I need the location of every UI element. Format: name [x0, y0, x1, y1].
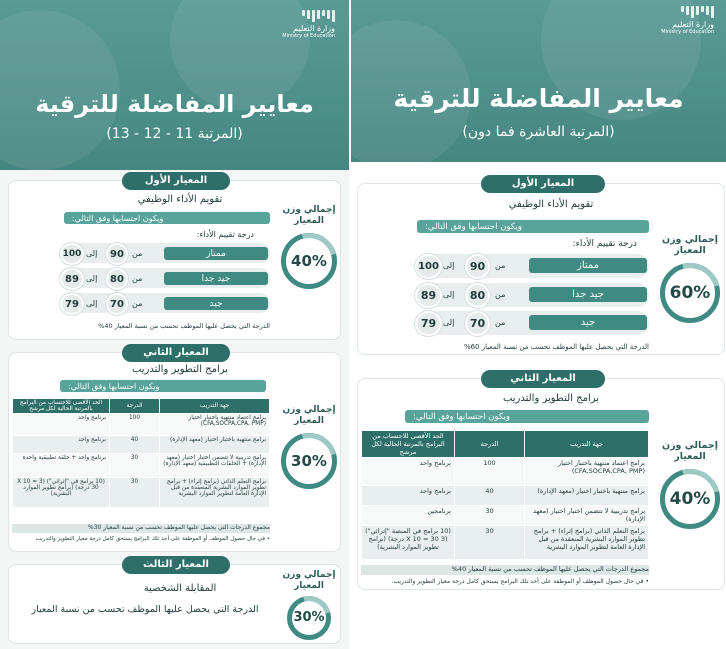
criterion-2-weight [278, 405, 340, 489]
criterion-2-note: مجموع الدرجات التي يحصل عليها الموظف تحسب من نسبة المعيار 40% [451, 565, 649, 573]
from-word: من [495, 290, 506, 299]
criterion-3-weight [278, 570, 340, 640]
page-title: معايير المفاضلة للترقية [393, 84, 684, 113]
criterion-1-weight [657, 234, 723, 323]
grade-from: 80 [465, 283, 490, 308]
cell-source: برامج تدريبية لا تتضمن اختبار اختيار (معهد الإدارة) [525, 506, 649, 526]
cell-max: (10 برامج في "إثرائي") (3 X 10 = 30 درجة) (برامج تطوير الموارد البشرية) [13, 478, 110, 508]
cell-source: برامج منتهية باختبار اختيار (معهد الإدارة) [160, 436, 270, 454]
grade-to: 100 [415, 254, 442, 279]
cell-source: برامج اعتماد منتهية باختبار اختيار (CFA,SOCPA,CPA, PMP) [525, 458, 649, 486]
ministry-logo [661, 6, 714, 35]
cell-max: برنامج واحد [362, 458, 455, 486]
weight-ring [281, 233, 337, 289]
to-word: إلى [86, 274, 98, 283]
criterion-2-tab: المعيار الثاني [481, 370, 605, 388]
criterion-2-footnote: • في حال حصول الموظف أو الموظفة على أحد تلك البرامج يستحق كامل درجة معيار التطوير والتدريب [35, 536, 270, 542]
criterion-2-note: مجموع الدرجات التي يحصل عليها الموظف تحسب من نسبة المعيار 30% [87, 524, 270, 531]
weight-label: إجمالي وزن المعيار [282, 205, 336, 226]
table-header-row [13, 399, 270, 414]
col-header-max: الحد الأقصى للاحتساب من البرامج بالمرتبة الحالية لكل مرشح [362, 431, 455, 458]
weight-percent: 40% [291, 251, 327, 270]
cell-source: برامج اعتماد منتهية باختبار اختيار (CFA,SOCPA,CPA, PMP) [160, 414, 270, 436]
criterion-1-tab: المعيار الأول [481, 175, 605, 193]
table-row [362, 458, 649, 486]
to-word: إلى [443, 318, 455, 327]
page-subtitle: (المرتبة 11 - 12 - 13) [106, 126, 243, 142]
criterion-1-weight [278, 205, 340, 289]
cell-score: 100 [455, 458, 525, 486]
cell-max: برنامج واحد [13, 414, 110, 436]
cell-score: 100 [110, 414, 160, 436]
criterion-2-name: برامج التطوير والتدريب [131, 364, 229, 375]
grade-to: 89 [60, 268, 84, 290]
weight-label: إجمالي وزن المعيار [661, 440, 718, 463]
criterion-2-name: برامج التطوير والتدريب [502, 393, 600, 404]
grade-to: 100 [60, 243, 84, 265]
to-word: إلى [443, 261, 455, 270]
ministry-name-ar: وزارة التعليم [293, 24, 335, 33]
table-row [362, 486, 649, 506]
to-word: إلى [443, 290, 455, 299]
weight-percent: 60% [669, 282, 711, 303]
training-table [12, 398, 270, 508]
weight-label: إجمالي وزن المعيار [282, 405, 336, 426]
criterion-1-note: الدرجة التي يحصل عليها الموظف تحسب من نسبة المعيار 60% [463, 343, 649, 351]
cell-score: 40 [455, 486, 525, 506]
cell-source: برامج التعلم الذاتي (برامج إثراء) + برامج تطوير الموارد البشرية المنعقدة من قبل الإدارة العامة لتطوير الموارد البشرية [160, 478, 270, 508]
col-header-source: جهة التدريب [525, 431, 649, 458]
right-panel [349, 0, 726, 649]
table-row [13, 436, 270, 454]
grade-label-very-good: جيد جدا [529, 287, 647, 302]
from-word: من [132, 274, 143, 283]
criterion-2-footnote: • في حال حصول الموظف أو الموظفة على أحد تلك البرامج يستحق كامل درجة معيار التطوير والتدريب. [391, 578, 649, 585]
grade-label-excellent: ممتاز [164, 247, 268, 260]
page-title: معايير المفاضلة للترقية [35, 90, 314, 118]
col-header-score: الدرجة [455, 431, 525, 458]
criterion-2-calc: ويكون احتسابها وفق التالي: [60, 380, 266, 392]
to-word: إلى [86, 249, 98, 258]
cell-score: 30 [455, 506, 525, 526]
criterion-3-name: المقابلة الشخصية [143, 583, 217, 594]
grade-label-very-good: جيد جدا [164, 272, 268, 285]
weight-percent: 30% [293, 610, 325, 626]
criterion-1-tab: المعيار الأول [122, 172, 230, 190]
header-banner [351, 0, 726, 162]
cell-score: 30 [455, 526, 525, 560]
cell-score: 30 [110, 454, 160, 478]
ministry-logo [282, 10, 335, 39]
weight-ring [660, 263, 720, 323]
weight-label: إجمالي وزن المعيار [282, 570, 336, 591]
cell-max: برنامج واحد + حلقة تطبيقية واحدة [13, 454, 110, 478]
cell-score: 30 [110, 478, 160, 508]
grade-label: درجة تقييم الأداء: [572, 239, 637, 249]
weight-ring [660, 469, 720, 529]
criterion-3-text: الدرجة التي يحصل عليها الموظف تحسب من نسبة المعيار [31, 604, 259, 615]
table-row [362, 526, 649, 560]
page-subtitle: (المرتبة العاشرة فما دون) [462, 124, 615, 140]
criterion-3-tab: المعيار الثالث [122, 556, 230, 574]
cell-max: (10 برامج في المنصة "إثرائي") (3 X 10 = 30 درجة) (برامج تطوير الموارد البشرية) [362, 526, 455, 560]
table-row [13, 454, 270, 478]
from-word: من [132, 299, 143, 308]
grade-label: درجة تقييم الأداء: [196, 230, 254, 239]
criterion-1-note: الدرجة التي يحصل عليها الموظف تحسب من نسبة المعيار 40% [98, 322, 270, 330]
criterion-1-name: تقويم الأداء الوظيفي [508, 199, 594, 210]
cell-source: برامج تدريبية لا تتضمن اختبار اختيار (معهد الإدارة) + الحلقات التطبيقية (معهد الإدارة) [160, 454, 270, 478]
weight-percent: 40% [669, 488, 711, 509]
criterion-2-calc: ويكون احتسابها وفق التالي: [405, 410, 649, 423]
criterion-1-calc: ويكون احتسابها وفق التالي: [64, 212, 270, 224]
weight-label: إجمالي وزن المعيار [661, 234, 718, 257]
ministry-name-en: Ministry of Education [282, 33, 335, 39]
criterion-1-calc: ويكون احتسابها وفق التالي: [417, 220, 649, 233]
table-row [13, 478, 270, 508]
to-word: إلى [86, 299, 98, 308]
cell-source: برامج منتهية باختبار اختيار (معهد الإدارة) [525, 486, 649, 506]
grade-label-excellent: ممتاز [529, 258, 647, 273]
from-word: من [495, 318, 506, 327]
cell-max: برنامج واحد [362, 486, 455, 506]
weight-ring [281, 433, 337, 489]
cell-score: 40 [110, 436, 160, 454]
criterion-1-name: تقويم الأداء الوظيفي [137, 194, 223, 205]
grade-label-good: جيد [529, 315, 647, 330]
header-banner [0, 0, 349, 170]
criterion-2-weight [657, 440, 723, 529]
table-header-row [362, 431, 649, 458]
weight-percent: 30% [291, 451, 327, 470]
col-header-source: جهة التدريب [160, 399, 270, 414]
col-header-score: الدرجة [110, 399, 160, 414]
criterion-2-tab: المعيار الثاني [122, 344, 230, 362]
cell-max: برنامجين [362, 506, 455, 526]
table-row [362, 506, 649, 526]
from-word: من [495, 261, 506, 270]
grade-from: 90 [106, 243, 128, 265]
grade-label-good: جيد [164, 297, 268, 310]
col-header-max: الحد الأقصى للاحتساب من البرامج بالمرتبة الحالية لكل مرشح [13, 399, 110, 414]
grade-to: 89 [415, 283, 442, 308]
left-panel [0, 0, 349, 649]
grade-to: 79 [60, 293, 84, 315]
grade-from: 70 [465, 311, 490, 336]
from-word: من [132, 249, 143, 258]
cell-max: برنامج واحد [13, 436, 110, 454]
ministry-name-ar: وزارة التعليم [672, 20, 714, 29]
grade-to: 79 [415, 311, 442, 336]
ministry-name-en: Ministry of Education [661, 29, 714, 35]
cell-source: برامج التعلم الذاتي (برامج إثراء) + برامج تطوير الموارد البشرية المنعقدة من قبل الإدارة العامة لتطوير الموارد البشرية [525, 526, 649, 560]
weight-ring [287, 596, 331, 640]
grade-from: 70 [106, 293, 128, 315]
table-row [13, 414, 270, 436]
training-table [361, 430, 649, 560]
grade-from: 90 [465, 254, 490, 279]
grade-from: 80 [106, 268, 128, 290]
